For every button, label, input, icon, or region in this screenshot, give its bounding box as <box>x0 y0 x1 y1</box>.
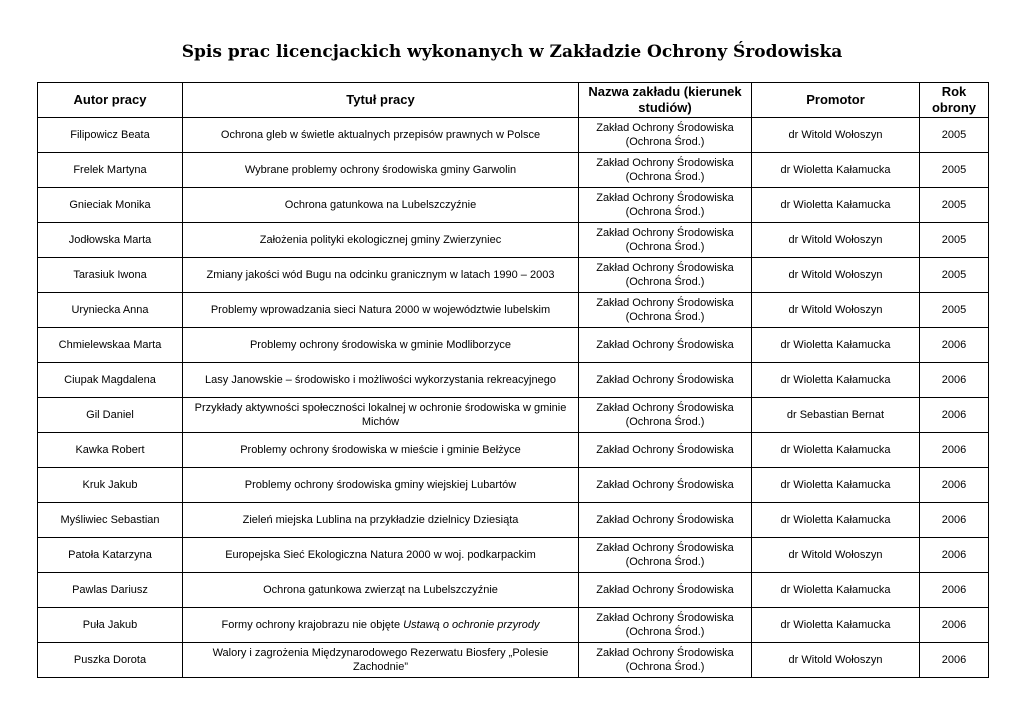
title-cell <box>183 153 579 188</box>
thesis-title: Problemy ochrony środowiska gminy wiejskiej Lubartów <box>244 479 517 491</box>
table-row <box>38 118 989 153</box>
promotor-cell: dr Wioletta Kałamucka <box>752 503 920 538</box>
header-author: Autor pracy <box>38 83 183 118</box>
promotor-cell: dr Wioletta Kałamucka <box>752 468 920 503</box>
table-row <box>38 503 989 538</box>
thesis-title: Problemy ochrony środowiska w mieście i gminie Bełżyce <box>240 444 521 456</box>
year-cell: 2006 <box>920 538 989 573</box>
table-row <box>38 573 989 608</box>
thesis-title: Problemy wprowadzania sieci Natura 2000 w województwie lubelskim <box>210 304 551 316</box>
department-name: Zakład Ochrony Środowiska <box>596 262 734 274</box>
thesis-title: Walory i zagrożenia Międzynarodowego Rezerwatu Biosfery „Polesie Zachodnie” <box>212 647 549 673</box>
table-row <box>38 258 989 293</box>
department-note: (Ochrona Środ.) <box>625 206 705 218</box>
promotor-cell: dr Wioletta Kałamucka <box>752 328 920 363</box>
year-cell: 2005 <box>920 188 989 223</box>
table-row <box>38 223 989 258</box>
department-note: (Ochrona Środ.) <box>625 171 705 183</box>
document-title: Spis prac licencjackich wykonanych w Zakładzie Ochrony Środowiska <box>181 42 843 62</box>
title-cell <box>183 398 579 433</box>
department-note: (Ochrona Środ.) <box>625 626 705 638</box>
promotor-cell: dr Witold Wołoszyn <box>752 118 920 153</box>
department-note: (Ochrona Środ.) <box>625 311 705 323</box>
year-cell: 2005 <box>920 223 989 258</box>
title-cell <box>183 363 579 398</box>
header-title: Tytuł pracy <box>183 83 579 118</box>
author-cell: Myśliwiec Sebastian <box>38 503 183 538</box>
department-cell <box>579 503 752 538</box>
thesis-title: Ochrona gatunkowa zwierząt na Lubelszczyźnie <box>263 584 498 596</box>
author-cell: Gil Daniel <box>38 398 183 433</box>
author-cell: Pawlas Dariusz <box>38 573 183 608</box>
year-cell: 2005 <box>920 293 989 328</box>
table-row <box>38 433 989 468</box>
table-row <box>38 608 989 643</box>
department-name: Zakład Ochrony Środowiska <box>596 647 734 659</box>
department-name: Zakład Ochrony Środowiska <box>596 374 734 386</box>
table-row <box>38 363 989 398</box>
department-name: Zakład Ochrony Środowiska <box>596 297 734 309</box>
department-cell <box>579 643 752 678</box>
department-name: Zakład Ochrony Środowiska <box>596 122 734 134</box>
promotor-cell: dr Wioletta Kałamucka <box>752 433 920 468</box>
author-cell: Puła Jakub <box>38 608 183 643</box>
department-name: Zakład Ochrony Środowiska <box>596 339 734 351</box>
author-cell: Patoła Katarzyna <box>38 538 183 573</box>
promotor-cell: dr Wioletta Kałamucka <box>752 188 920 223</box>
department-cell <box>579 258 752 293</box>
table-row <box>38 468 989 503</box>
year-cell: 2006 <box>920 433 989 468</box>
promotor-cell: dr Wioletta Kałamucka <box>752 573 920 608</box>
year-cell: 2006 <box>920 398 989 433</box>
table-row <box>38 538 989 573</box>
thesis-title: Wybrane problemy ochrony środowiska gminy Garwolin <box>244 164 517 176</box>
promotor-cell: dr Wioletta Kałamucka <box>752 363 920 398</box>
author-cell: Frelek Martyna <box>38 153 183 188</box>
thesis-title-italic: Ustawą o ochronie przyrody <box>403 619 540 631</box>
table-row <box>38 398 989 433</box>
department-cell <box>579 363 752 398</box>
table-row <box>38 153 989 188</box>
promotor-cell: dr Witold Wołoszyn <box>752 643 920 678</box>
year-cell: 2006 <box>920 328 989 363</box>
table-row <box>38 643 989 678</box>
thesis-title: Zmiany jakości wód Bugu na odcinku granicznym w latach 1990 – 2003 <box>206 269 555 281</box>
author-cell: Gnieciak Monika <box>38 188 183 223</box>
year-cell: 2005 <box>920 153 989 188</box>
promotor-cell: dr Witold Wołoszyn <box>752 258 920 293</box>
author-cell: Uryniecka Anna <box>38 293 183 328</box>
department-cell <box>579 153 752 188</box>
header-promotor: Promotor <box>752 83 920 118</box>
year-cell: 2005 <box>920 118 989 153</box>
department-name: Zakład Ochrony Środowiska <box>596 192 734 204</box>
department-cell <box>579 538 752 573</box>
author-cell: Kawka Robert <box>38 433 183 468</box>
department-cell <box>579 573 752 608</box>
promotor-cell: dr Wioletta Kałamucka <box>752 153 920 188</box>
department-cell <box>579 468 752 503</box>
department-name: Zakład Ochrony Środowiska <box>596 444 734 456</box>
department-name: Zakład Ochrony Środowiska <box>596 157 734 169</box>
title-cell <box>183 503 579 538</box>
year-cell: 2006 <box>920 643 989 678</box>
year-cell: 2006 <box>920 503 989 538</box>
department-cell <box>579 223 752 258</box>
department-note: (Ochrona Środ.) <box>625 241 705 253</box>
promotor-cell: dr Wioletta Kałamucka <box>752 608 920 643</box>
year-cell: 2006 <box>920 573 989 608</box>
table-row <box>38 328 989 363</box>
header-department: Nazwa zakładu (kierunek studiów) <box>579 83 752 118</box>
department-note: (Ochrona Środ.) <box>625 556 705 568</box>
department-name: Zakład Ochrony Środowiska <box>596 612 734 624</box>
author-cell: Filipowicz Beata <box>38 118 183 153</box>
title-cell <box>183 258 579 293</box>
thesis-title: Lasy Janowskie – środowisko i możliwości wykorzystania rekreacyjnego <box>205 374 556 386</box>
promotor-cell: dr Sebastian Bernat <box>752 398 920 433</box>
thesis-title: Przykłady aktywności społeczności lokalnej w ochronie środowiska w gminie Michów <box>194 402 567 428</box>
department-cell <box>579 293 752 328</box>
title-cell <box>183 538 579 573</box>
department-name: Zakład Ochrony Środowiska <box>596 227 734 239</box>
thesis-title: Zieleń miejska Lublina na przykładzie dzielnicy Dziesiąta <box>242 514 519 526</box>
year-cell: 2006 <box>920 468 989 503</box>
header-row <box>38 83 989 118</box>
department-cell <box>579 433 752 468</box>
thesis-title: Ochrona gleb w świetle aktualnych przepisów prawnych w Polsce <box>220 129 541 141</box>
year-cell: 2005 <box>920 258 989 293</box>
promotor-cell: dr Witold Wołoszyn <box>752 293 920 328</box>
department-name: Zakład Ochrony Środowiska <box>596 584 734 596</box>
title-cell <box>183 223 579 258</box>
title-cell <box>183 643 579 678</box>
department-name: Zakład Ochrony Środowiska <box>596 479 734 491</box>
title-cell <box>183 573 579 608</box>
theses-table <box>37 82 989 678</box>
thesis-title: Formy ochrony krajobrazu nie objęte <box>221 619 404 631</box>
promotor-cell: dr Witold Wołoszyn <box>752 223 920 258</box>
department-name: Zakład Ochrony Środowiska <box>596 542 734 554</box>
thesis-title: Ochrona gatunkowa na Lubelszczyźnie <box>284 199 477 211</box>
title-cell <box>183 608 579 643</box>
year-cell: 2006 <box>920 363 989 398</box>
author-cell: Ciupak Magdalena <box>38 363 183 398</box>
author-cell: Puszka Dorota <box>38 643 183 678</box>
title-cell <box>183 433 579 468</box>
author-cell: Tarasiuk Iwona <box>38 258 183 293</box>
department-note: (Ochrona Środ.) <box>625 661 705 673</box>
author-cell: Kruk Jakub <box>38 468 183 503</box>
header-year: Rok obrony <box>920 83 989 118</box>
department-cell <box>579 328 752 363</box>
department-cell <box>579 608 752 643</box>
thesis-title: Założenia polityki ekologicznej gminy Zwierzyniec <box>259 234 502 246</box>
title-cell <box>183 468 579 503</box>
table-body <box>38 118 989 678</box>
author-cell: Jodłowska Marta <box>38 223 183 258</box>
thesis-title: Europejska Sieć Ekologiczna Natura 2000 w woj. podkarpackim <box>225 549 536 561</box>
department-cell <box>579 118 752 153</box>
author-cell: Chmielewskaa Marta <box>38 328 183 363</box>
department-note: (Ochrona Środ.) <box>625 276 705 288</box>
year-cell: 2006 <box>920 608 989 643</box>
thesis-title: Problemy ochrony środowiska w gminie Modliborzyce <box>249 339 512 351</box>
title-cell <box>183 188 579 223</box>
department-note: (Ochrona Środ.) <box>625 136 705 148</box>
department-name: Zakład Ochrony Środowiska <box>596 514 734 526</box>
table-row <box>38 293 989 328</box>
title-cell <box>183 293 579 328</box>
title-cell <box>183 118 579 153</box>
department-name: Zakład Ochrony Środowiska <box>596 402 734 414</box>
promotor-cell: dr Witold Wołoszyn <box>752 538 920 573</box>
department-cell <box>579 188 752 223</box>
table-row <box>38 188 989 223</box>
department-cell <box>579 398 752 433</box>
title-cell <box>183 328 579 363</box>
department-note: (Ochrona Środ.) <box>625 416 705 428</box>
